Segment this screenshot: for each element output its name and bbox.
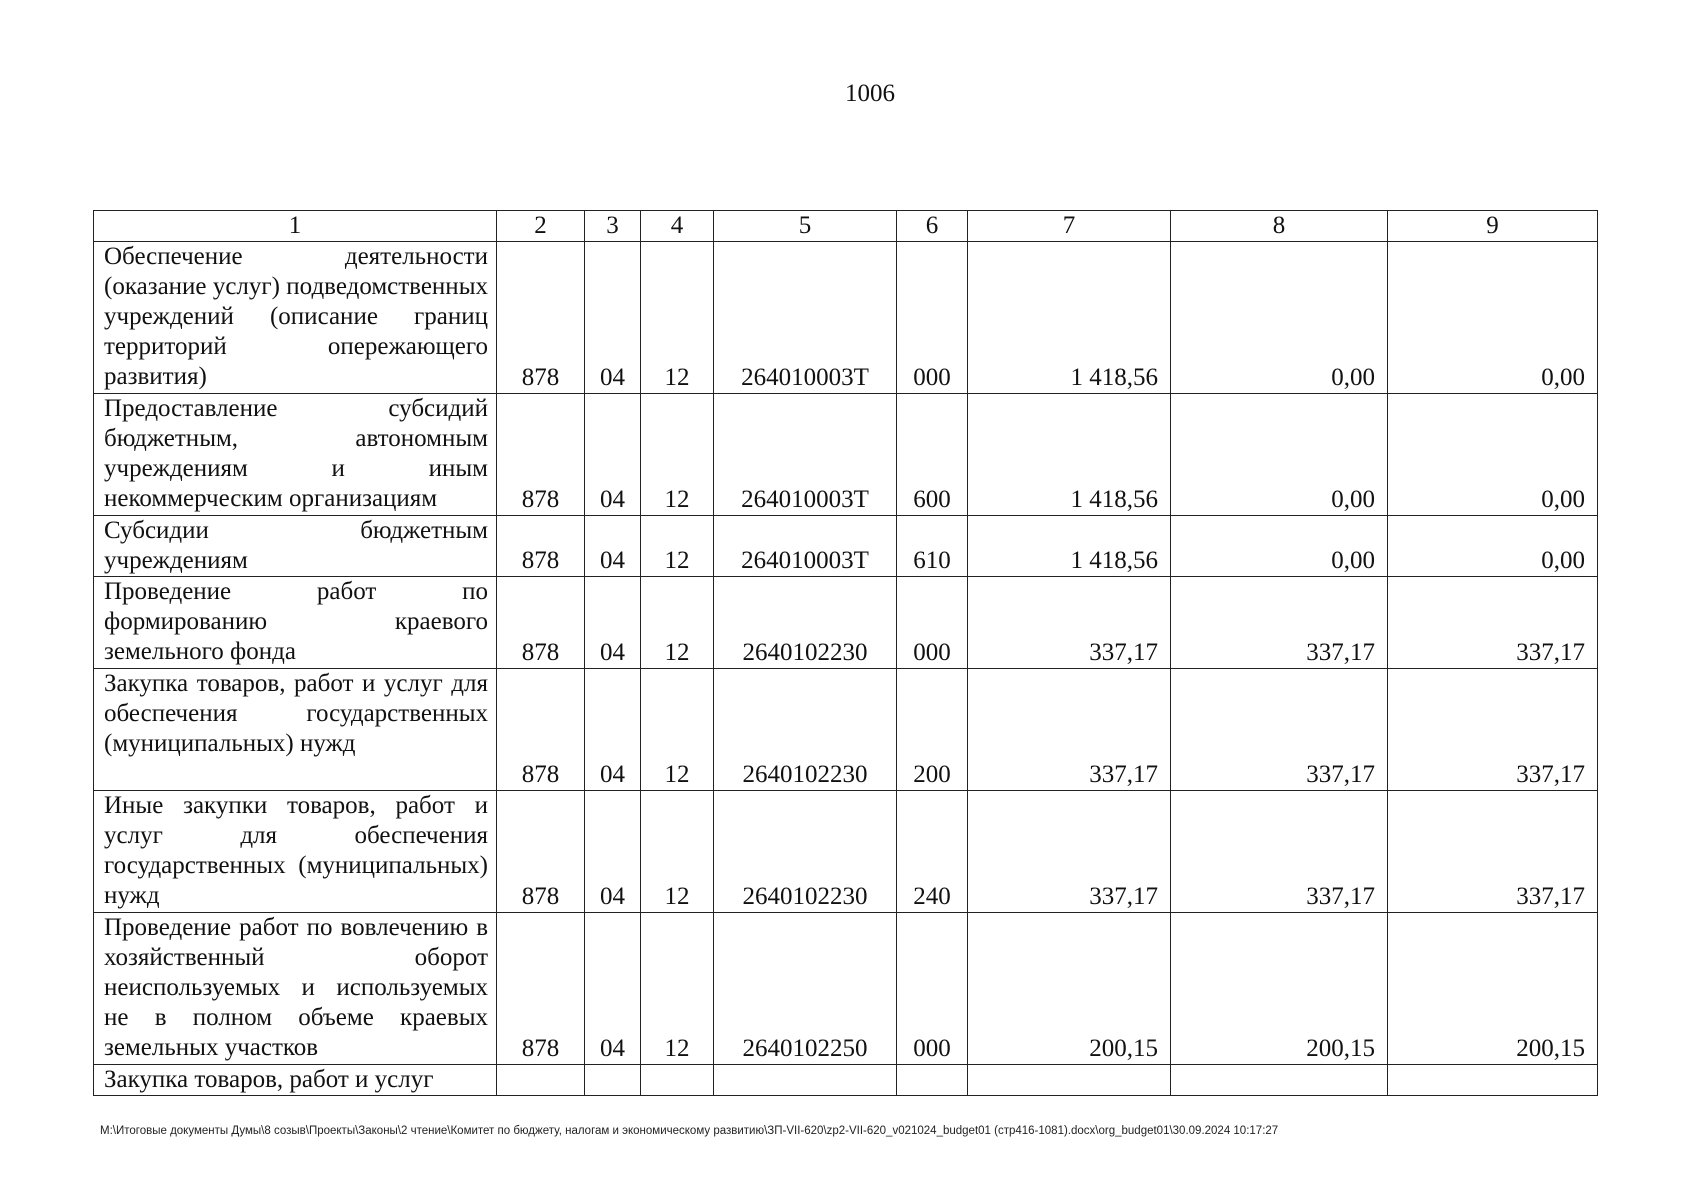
- cell-col-4: 12: [641, 516, 714, 577]
- cell-col-7: 337,17: [968, 669, 1171, 791]
- budget-table: [93, 210, 1598, 1096]
- cell-col-3: 04: [585, 577, 641, 669]
- table-row: [94, 913, 1598, 1065]
- cell-col-5: 2640102250: [714, 913, 897, 1065]
- cell-col-4: 12: [641, 242, 714, 394]
- cell-col-9: 337,17: [1388, 791, 1598, 913]
- column-header: 6: [897, 211, 968, 242]
- row-name: Предоставление субсидий бюджетным, автономным учреждениям и иным некоммерческим организациям: [94, 394, 497, 516]
- cell-col-3: 04: [585, 242, 641, 394]
- table-row: [94, 242, 1598, 394]
- cell-col-9: 0,00: [1388, 242, 1598, 394]
- cell-col-7: 1 418,56: [968, 394, 1171, 516]
- column-header: 9: [1388, 211, 1598, 242]
- column-header: 5: [714, 211, 897, 242]
- cell-col-2: 878: [497, 913, 585, 1065]
- cell-col-5: 2640102230: [714, 669, 897, 791]
- cell-col-6: 000: [897, 577, 968, 669]
- row-name: Субсидии бюджетным учреждениям: [94, 516, 497, 577]
- cell-col-8: 200,15: [1171, 913, 1388, 1065]
- cell-col-2: 878: [497, 669, 585, 791]
- column-header: 8: [1171, 211, 1388, 242]
- row-name: Закупка товаров, работ и услуг для обеспечения государственных (муниципальных) нужд: [94, 669, 497, 791]
- table-row: [94, 394, 1598, 516]
- cell-col-3: 04: [585, 394, 641, 516]
- cell-col-7: 337,17: [968, 577, 1171, 669]
- table-row: [94, 791, 1598, 913]
- cell-col-7: 200,15: [968, 913, 1171, 1065]
- cell-col-7: 337,17: [968, 791, 1171, 913]
- cell-col-5: 264010003Т: [714, 242, 897, 394]
- cell-col-3: [585, 1065, 641, 1096]
- cell-col-9: 200,15: [1388, 913, 1598, 1065]
- cell-col-2: 878: [497, 577, 585, 669]
- cell-col-8: 0,00: [1171, 516, 1388, 577]
- cell-col-9: [1388, 1065, 1598, 1096]
- row-name: Проведение работ по формированию краевого земельного фонда: [94, 577, 497, 669]
- cell-col-9: 337,17: [1388, 669, 1598, 791]
- cell-col-6: 600: [897, 394, 968, 516]
- row-name: Обеспечение деятельности (оказание услуг) подведомственных учреждений (описание границ территорий опережающего развития): [94, 242, 497, 394]
- footer-file-path: M:\Итоговые документы Думы\8 созыв\Проекты\Законы\2 чтение\Комитет по бюджету, налогам и экономическому развитию\ЗП-VII-620\zp2-VII-620_v021024_budget01 (стр416-1081).docx\org_budget01\30.09.2024 10:17:27: [100, 1125, 1279, 1137]
- cell-col-5: 264010003Т: [714, 516, 897, 577]
- cell-col-4: 12: [641, 669, 714, 791]
- cell-col-9: 337,17: [1388, 577, 1598, 669]
- page-number: 1006: [845, 80, 895, 107]
- cell-col-4: 12: [641, 913, 714, 1065]
- cell-col-2: 878: [497, 242, 585, 394]
- row-name: Проведение работ по вовлечению в хозяйственный оборот неиспользуемых и используемых не в полном объеме краевых земельных участков: [94, 913, 497, 1065]
- cell-col-3: 04: [585, 913, 641, 1065]
- column-header: 7: [968, 211, 1171, 242]
- cell-col-8: 0,00: [1171, 394, 1388, 516]
- table-header-row: [94, 211, 1598, 242]
- cell-col-6: 610: [897, 516, 968, 577]
- cell-col-2: [497, 1065, 585, 1096]
- cell-col-8: 337,17: [1171, 577, 1388, 669]
- cell-col-4: 12: [641, 394, 714, 516]
- row-name: Иные закупки товаров, работ и услуг для обеспечения государственных (муниципальных) нужд: [94, 791, 497, 913]
- cell-col-6: 240: [897, 791, 968, 913]
- cell-col-8: 337,17: [1171, 669, 1388, 791]
- cell-col-5: 2640102230: [714, 791, 897, 913]
- cell-col-2: 878: [497, 791, 585, 913]
- cell-col-6: 200: [897, 669, 968, 791]
- cell-col-4: [641, 1065, 714, 1096]
- cell-col-7: 1 418,56: [968, 516, 1171, 577]
- table-row: [94, 669, 1598, 791]
- cell-col-8: 337,17: [1171, 791, 1388, 913]
- cell-col-7: 1 418,56: [968, 242, 1171, 394]
- table-row: [94, 577, 1598, 669]
- column-header: 3: [585, 211, 641, 242]
- column-header: 2: [497, 211, 585, 242]
- row-name: Закупка товаров, работ и услуг: [94, 1065, 497, 1096]
- cell-col-4: 12: [641, 791, 714, 913]
- cell-col-8: 0,00: [1171, 242, 1388, 394]
- cell-col-5: [714, 1065, 897, 1096]
- column-header: 1: [94, 211, 497, 242]
- cell-col-5: 2640102230: [714, 577, 897, 669]
- cell-col-2: 878: [497, 394, 585, 516]
- cell-col-3: 04: [585, 669, 641, 791]
- table-row: [94, 516, 1598, 577]
- cell-col-3: 04: [585, 516, 641, 577]
- column-header: 4: [641, 211, 714, 242]
- cell-col-6: 000: [897, 242, 968, 394]
- cell-col-8: [1171, 1065, 1388, 1096]
- cell-col-5: 264010003Т: [714, 394, 897, 516]
- cell-col-6: 000: [897, 913, 968, 1065]
- cell-col-3: 04: [585, 791, 641, 913]
- cell-col-6: [897, 1065, 968, 1096]
- cell-col-9: 0,00: [1388, 394, 1598, 516]
- cell-col-7: [968, 1065, 1171, 1096]
- table-row: [94, 1065, 1598, 1096]
- cell-col-9: 0,00: [1388, 516, 1598, 577]
- cell-col-4: 12: [641, 577, 714, 669]
- cell-col-2: 878: [497, 516, 585, 577]
